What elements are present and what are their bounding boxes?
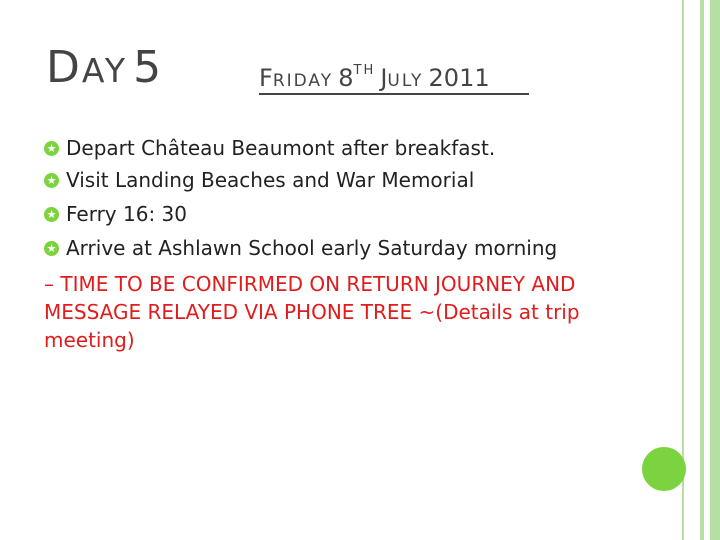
slide-frame-line-middle <box>700 0 704 540</box>
bullet-item <box>44 168 474 192</box>
bullet-text: Arrive at Ashlawn School early Saturday morning <box>66 236 558 260</box>
star-icon: ★ <box>44 241 59 256</box>
slide-frame-bar-right <box>710 0 720 540</box>
bullet-item <box>44 202 187 226</box>
decorative-circle <box>642 447 686 491</box>
star-icon: ★ <box>44 141 59 156</box>
star-icon: ★ <box>44 173 59 188</box>
slide-title <box>46 42 163 93</box>
bullet-item <box>44 136 495 160</box>
bullet-item <box>44 236 557 260</box>
return-journey-note: – TIME TO BE CONFIRMED ON RETURN JOURNEY AND MESSAGE RELAYED VIA PHONE TREE ~(Details at trip meeting) <box>44 272 580 352</box>
subtitle-underline <box>259 93 529 95</box>
title-rest: AY <box>81 51 129 90</box>
bullet-text: Ferry 16: 30 <box>66 202 187 226</box>
slide-subtitle: FRIDAY 8TH JULY 2011 <box>259 64 490 92</box>
bullet-text: Depart Château Beaumont after breakfast. <box>66 136 496 160</box>
title-number: 5 <box>133 42 164 93</box>
title-initial: D <box>46 42 82 93</box>
bullet-text: Visit Landing Beaches and War Memorial <box>66 168 475 192</box>
star-icon: ★ <box>44 207 59 222</box>
